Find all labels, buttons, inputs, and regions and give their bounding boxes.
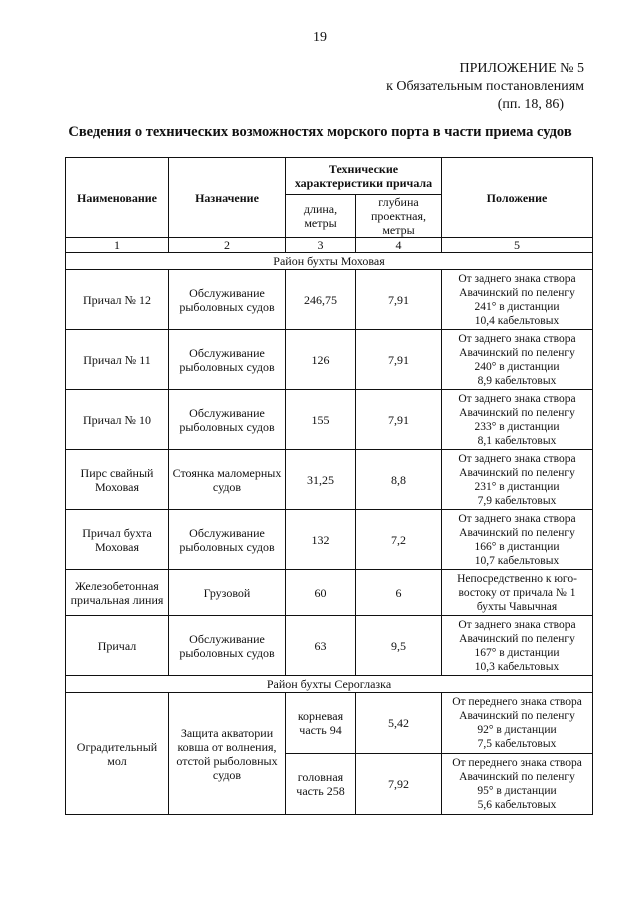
- column-number: 4: [356, 238, 442, 253]
- port-capabilities-table: [65, 157, 593, 815]
- table-row: [66, 330, 593, 390]
- page-number: 19: [313, 30, 327, 45]
- cell-depth: 7,2: [356, 510, 442, 570]
- cell-depth: 7,92: [356, 754, 442, 815]
- section-title-mokhovaya: Район бухты Моховая: [66, 253, 593, 270]
- cell-purpose: Грузовой: [169, 570, 286, 616]
- cell-purpose: Обслуживание рыболовных судов: [169, 270, 286, 330]
- cell-length: 155: [286, 390, 356, 450]
- cell-name: Причал № 11: [66, 330, 169, 390]
- cell-depth: 6: [356, 570, 442, 616]
- header-depth: глубина проектная, метры: [356, 195, 442, 238]
- cell-depth: 7,91: [356, 390, 442, 450]
- cell-purpose: Защита акватории ковша от волнения, отстой рыболовных судов: [169, 693, 286, 815]
- cell-length: 126: [286, 330, 356, 390]
- document-title: Сведения о технических возможностях морского порта в части приема судов: [68, 124, 572, 140]
- cell-position: Непосредственно к юго- востоку от причала № 1 бухты Чавычная: [442, 570, 593, 616]
- cell-name: Причал: [66, 616, 169, 676]
- cell-depth: 9,5: [356, 616, 442, 676]
- table-row: [66, 570, 593, 616]
- cell-name: Причал № 10: [66, 390, 169, 450]
- cell-length: 246,75: [286, 270, 356, 330]
- cell-depth: 5,42: [356, 693, 442, 754]
- table-row: [66, 510, 593, 570]
- cell-name: Причал бухта Моховая: [66, 510, 169, 570]
- cell-purpose: Обслуживание рыболовных судов: [169, 390, 286, 450]
- cell-name: Причал № 12: [66, 270, 169, 330]
- cell-length: 63: [286, 616, 356, 676]
- cell-name: Оградительный мол: [66, 693, 169, 815]
- header-position: Положение: [442, 158, 593, 238]
- table-row: [66, 693, 593, 754]
- cell-purpose: Обслуживание рыболовных судов: [169, 330, 286, 390]
- column-number: 5: [442, 238, 593, 253]
- table-row: [66, 450, 593, 510]
- cell-position: От заднего знака створа Авачинский по пеленгу 240° в дистанции 8,9 кабельтовых: [442, 330, 593, 390]
- cell-position: От заднего знака створа Авачинский по пеленгу 167° в дистанции 10,3 кабельтовых: [442, 616, 593, 676]
- cell-depth: 8,8: [356, 450, 442, 510]
- table-row: [66, 270, 593, 330]
- cell-position: От заднего знака створа Авачинский по пеленгу 241° в дистанции 10,4 кабельтовых: [442, 270, 593, 330]
- header-length: длина, метры: [286, 195, 356, 238]
- column-number: 1: [66, 238, 169, 253]
- cell-length: 132: [286, 510, 356, 570]
- cell-length: головная часть 258: [286, 754, 356, 815]
- table-row: [66, 616, 593, 676]
- column-number: 2: [169, 238, 286, 253]
- cell-position: От заднего знака створа Авачинский по пеленгу 233° в дистанции 8,1 кабельтовых: [442, 390, 593, 450]
- cell-depth: 7,91: [356, 330, 442, 390]
- column-number: 3: [286, 238, 356, 253]
- cell-purpose: Стоянка маломерных судов: [169, 450, 286, 510]
- appendix-subtitle: к Обязательным постановлениям: [386, 79, 584, 94]
- cell-purpose: Обслуживание рыболовных судов: [169, 510, 286, 570]
- appendix-header: [386, 60, 584, 114]
- cell-name: Пирс свайный Моховая: [66, 450, 169, 510]
- cell-position: От заднего знака створа Авачинский по пеленгу 231° в дистанции 7,9 кабельтовых: [442, 450, 593, 510]
- cell-length: 31,25: [286, 450, 356, 510]
- appendix-refs: (пп. 18, 86): [497, 97, 564, 112]
- header-name: Наименование: [66, 158, 169, 238]
- cell-name: Железобетонная причальная линия: [66, 570, 169, 616]
- cell-length: 60: [286, 570, 356, 616]
- section-title-seroglazka: Район бухты Сероглазка: [66, 676, 593, 693]
- appendix-title: ПРИЛОЖЕНИЕ № 5: [459, 61, 584, 76]
- cell-position: От переднего знака створа Авачинский по пеленгу 95° в дистанции 5,6 кабельтовых: [442, 754, 593, 815]
- header-tech-characteristics: Технические характеристики причала: [286, 158, 442, 195]
- cell-position: От переднего знака створа Авачинский по пеленгу 92° в дистанции 7,5 кабельтовых: [442, 693, 593, 754]
- cell-purpose: Обслуживание рыболовных судов: [169, 616, 286, 676]
- cell-length: корневая часть 94: [286, 693, 356, 754]
- table-row: [66, 390, 593, 450]
- header-purpose: Назначение: [169, 158, 286, 238]
- cell-position: От заднего знака створа Авачинский по пеленгу 166° в дистанции 10,7 кабельтовых: [442, 510, 593, 570]
- cell-depth: 7,91: [356, 270, 442, 330]
